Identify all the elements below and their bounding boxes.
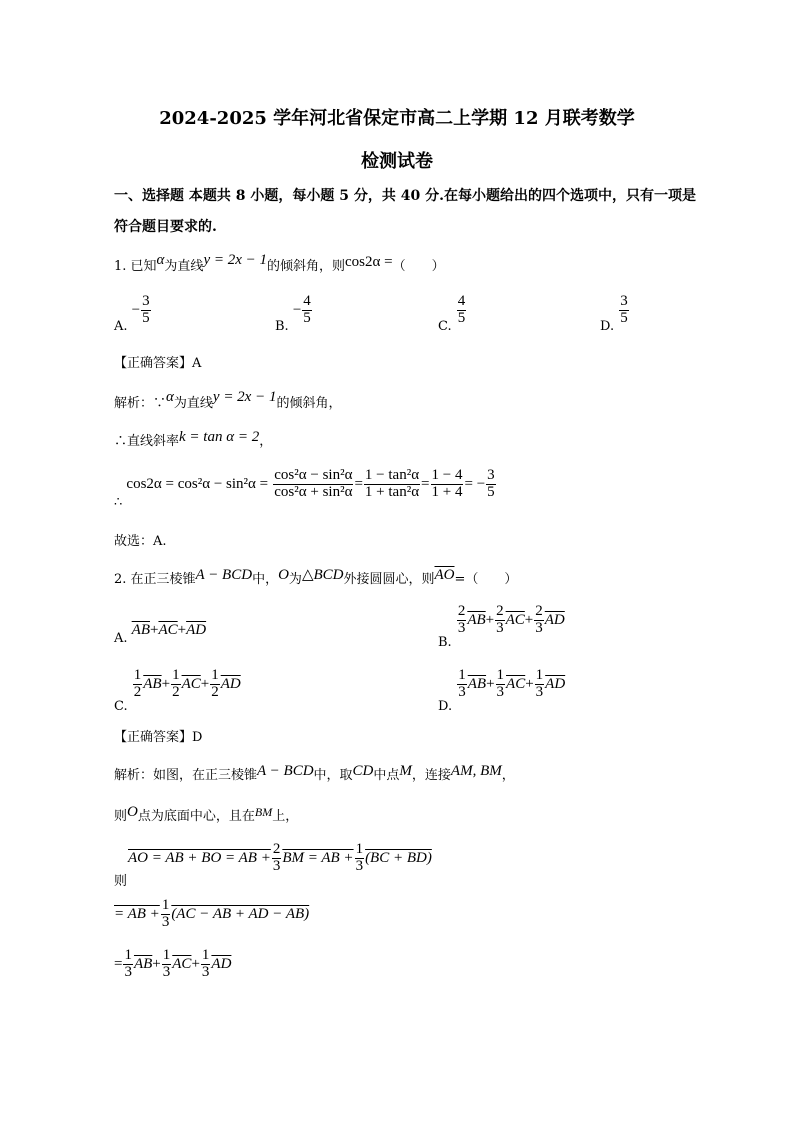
q1-choose: 故选：A.: [114, 534, 167, 549]
q1-solution-line1: 解析：∵α为直线y = 2x − 1的倾斜角，: [114, 389, 342, 411]
q2-option-a[interactable]: A. $\overline{AB}+\overline{AC}+\overline{AD}$: [114, 622, 207, 646]
q2-option-c[interactable]: C. $\frac{1}{2}$ $\overline{AB}+$ $\frac{1}{2}$ $\overline{AC}+$ $\frac{1}{2}$ $\overline{AD}$: [114, 667, 241, 714]
section-heading-line1: 一、选择题 本题共 8 小题，每小题 5 分，共 40 分.在每小题给出的四个选项中，只有一项是: [114, 188, 696, 204]
q2-option-b[interactable]: B. $\frac{2}{3}$ $\overline{AB}+$ $\frac{2}{3}$ $\overline{AC}+$ $\frac{2}{3}$ $\overline{AD}$: [438, 603, 565, 650]
doc-title-line1: 2024-2025 学年河北省保定市高二上学期 12 月联考数学: [159, 108, 635, 129]
q2-equation-line2: = AB + $\frac{1}{3}$ (AC − AB + AD − AB): [114, 897, 310, 930]
doc-title-line2: 检测试卷: [361, 151, 433, 172]
q2-equation-ze: 则: [114, 874, 128, 889]
q2-equation-line3: = $\frac{1}{3}$ $\overline{AB}+$ $\frac{1}{3}$ $\overline{AC}+$ $\frac{1}{3}$ $\overline{AD}$: [114, 947, 232, 980]
q1-option-c[interactable]: C. $\frac{4}{5}$: [438, 293, 466, 334]
q2-answer: 【正确答案】D: [114, 730, 203, 745]
q1-stem: 1. 已知α为直线y = 2x − 1的倾斜角，则cos2α =（ ）: [114, 252, 445, 274]
q1-solution-line3: ∴ cos2α = cos²α − sin²α = $\frac{\text{cos²α − sin²α}}{\text{cos²α + sin²α}}$ = $\frac{\text{1 − tan²α}}{\text{1 + tan²α}}$ = $\frac{1 - 4}{1 + 4}$ = − $\frac{3}{5}$: [114, 467, 495, 510]
q2-solution-line1: 解析：如图，在正三棱锥A − BCD中，取CD中点M，连接AM, BM，: [114, 763, 515, 783]
q1-option-a[interactable]: A. − $\frac{3}{5}$: [114, 293, 150, 334]
q1-option-b[interactable]: B. − $\frac{4}{5}$: [275, 293, 311, 334]
q2-option-d[interactable]: D. $\frac{1}{3}$ $\overline{AB}+$ $\frac{1}{3}$ $\overline{AC}+$ $\frac{1}{3}$ $\overline{AD}$: [438, 667, 566, 714]
section-heading-line2: 符合题目要求的.: [114, 219, 217, 235]
q1-solution-line2: ∴直线斜率k = tan α = 2，: [114, 429, 273, 449]
q1-option-d[interactable]: D. $\frac{3}{5}$: [600, 293, 628, 334]
q2-solution-line2: 则O点为底面中心，且在BM上，: [114, 804, 299, 824]
q2-equation-line1: AO = AB + BO = AB + $\frac{2}{3}$ BM = AB + $\frac{1}{3}$ (BC + BD): [128, 841, 432, 874]
q1-answer: 【正确答案】A: [114, 356, 202, 371]
q2-stem: 2. 在正三棱锥A − BCD中，O为△BCD外接圆圆心，则$\overline{AO}=$（ ）: [114, 567, 518, 587]
